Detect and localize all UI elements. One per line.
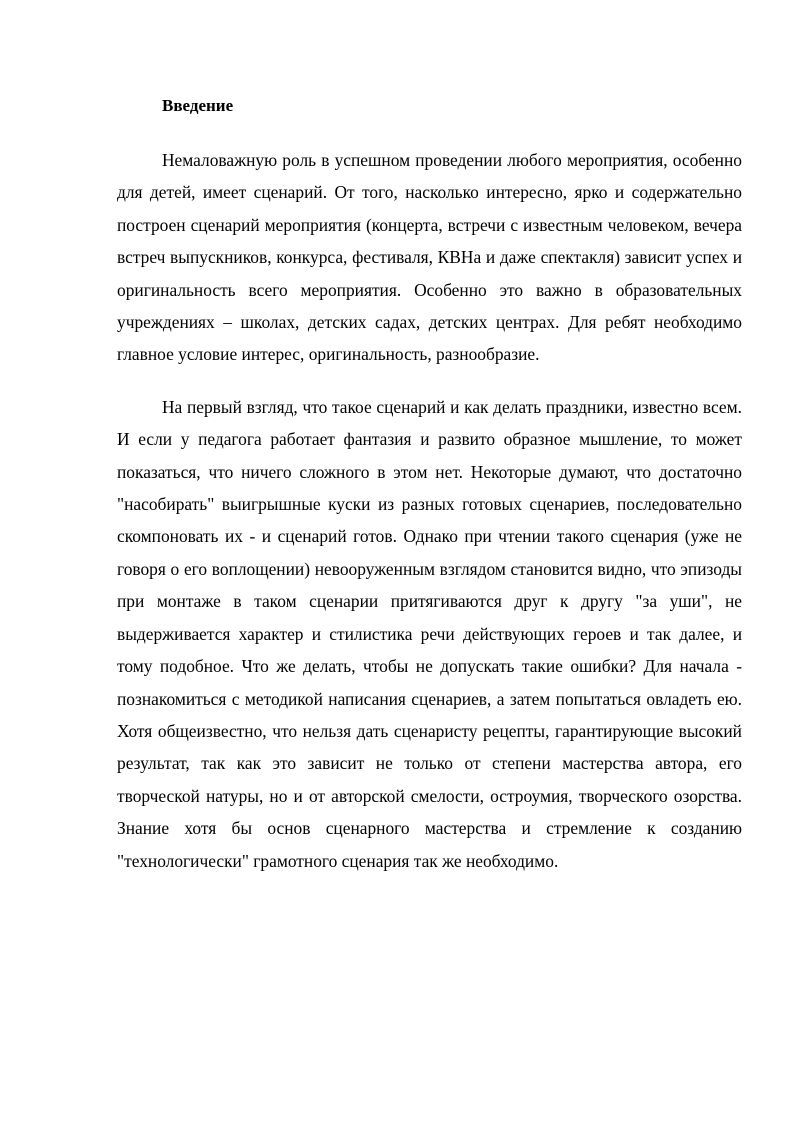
paragraph-1: Немаловажную роль в успешном проведении любого мероприятия, особенно для детей, имеет сценарий. От того, насколько интересно, ярко и содержательно построен сценарий мероприятия (концерта, встречи с известным человеком, вечера встреч выпускников, конкурса, фестиваля, КВНа и даже спектакля) зависит успех и оригинальность всего мероприятия. Особенно это важно в образовательных учреждениях – школах, детских садах, детских центрах. Для ребят необходимо главное условие интерес, оригинальность, разнообразие.	[117, 150, 742, 365]
paragraph-2: На первый взгляд, что такое сценарий и как делать праздники, известно всем. И если у педагога работает фантазия и развито образное мышление, то может показаться, что ничего сложного в этом нет. Некоторые думают, что достаточно "насобирать" выигрышные куски из разных готовых сценариев, последовательно скомпоновать их - и сценарий готов. Однако при чтении такого сценария (уже не говоря о его воплощении) невооруженным взглядом становится видно, что эпизоды при монтаже в таком сценарии притягиваются друг к другу "за уши", не выдерживается характер и стилистика речи действующих героев и так далее, и тому подобное. Что же делать, чтобы не допускать такие ошибки? Для начала - познакомиться с методикой написания сценариев, а затем попытаться овладеть ею. Хотя общеизвестно, что нельзя дать сценаристу рецепты, гарантирующие высокий результат, так как это зависит не только от степени мастерства автора, его творческой натуры, но и от авторской смелости, остроумия, творческого озорства. Знание хотя бы основ сценарного мастерства и стремление к созданию "технологически" грамотного сценария так же необходимо.	[117, 396, 742, 871]
section-heading: Введение	[162, 96, 234, 115]
document-body	[117, 92, 742, 877]
